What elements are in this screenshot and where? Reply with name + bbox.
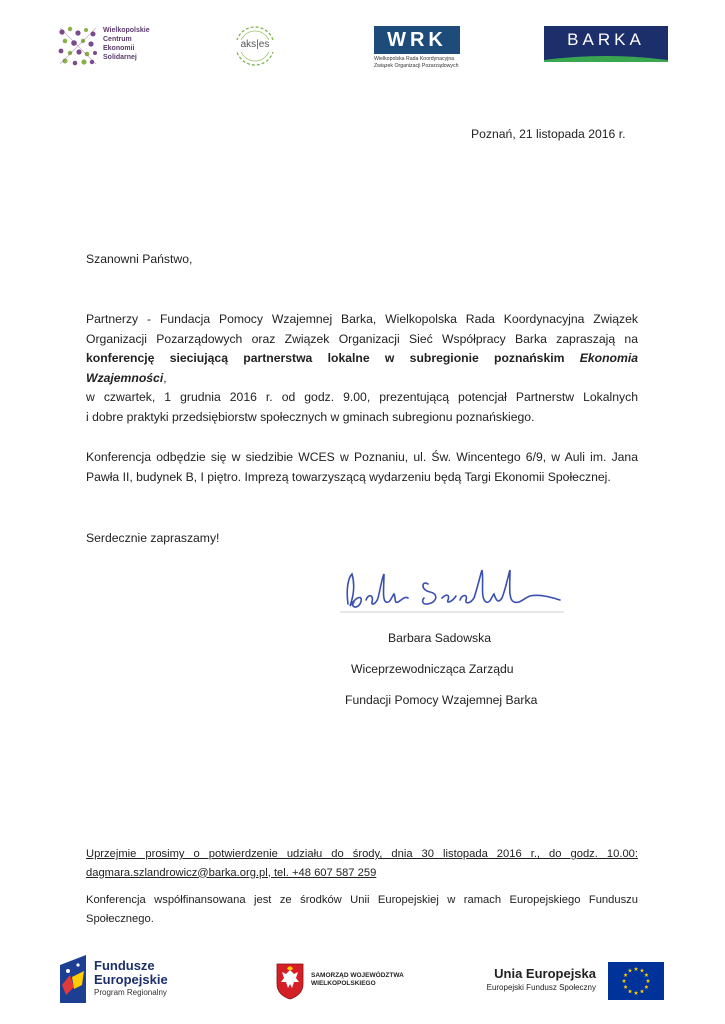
letter-salutation: Szanowni Państwo, — [86, 252, 193, 266]
samorzad-logo-line2: WIELKOPOLSKIEGO — [311, 980, 376, 987]
fe-logo-line1: Fundusze — [94, 958, 155, 973]
wrk-logo-line: Wielkopolska Rada Koordynacyjna — [374, 56, 455, 62]
ue-logo-line2: Europejski Fundusz Społeczny — [486, 983, 596, 992]
rsvp-note — [86, 845, 638, 882]
fundusze-europejskie-logo — [60, 955, 190, 1005]
wrk-logo — [374, 26, 464, 70]
conference-title-bold: konferencję sieciującą partnerstwa lokalne w subregionie poznańskim — [86, 351, 580, 365]
fe-stars-flag-icon — [60, 955, 88, 1003]
fe-logo-line3: Program Regionalny — [94, 988, 167, 997]
paragraph-venue — [86, 448, 638, 487]
paragraph-invitation — [86, 310, 638, 427]
handwritten-signature — [338, 560, 566, 616]
ue-logo-line1: Unia Europejska — [494, 966, 596, 981]
samorzad-logo — [275, 962, 415, 1002]
paragraph-line-conference — [86, 349, 638, 388]
wces-logo-line: Centrum — [103, 36, 132, 43]
wces-leaf-graphic — [56, 24, 100, 68]
cofunding-line: Konferencja współfinansowana jest ze środków Unii Europejskiej w ramach Europejskiego Funduszu — [86, 894, 638, 906]
rsvp-contact-link[interactable]: dagmara.szlandrowicz@barka.org.pl, tel. +48 607 587 259 — [86, 866, 377, 879]
wces-logo — [56, 24, 156, 68]
barka-logo — [544, 26, 668, 62]
paragraph-line: Organizacji Pozarządowych oraz Związek Organizacji Sieć Współpracy Barka zapraszają na — [86, 331, 638, 346]
unia-europejska-logo — [474, 962, 666, 1002]
eagle-coat-of-arms-icon — [275, 962, 305, 1000]
signature-graphic — [338, 560, 566, 616]
rsvp-line: Uprzejmie prosimy o potwierdzenie udziału do środy, dnia 30 listopada 2016 r., do godz. 10.00: — [86, 848, 638, 860]
paragraph-line: Konferencja odbędzie się w siedzibie WCES w Poznaniu, ul. Św. Wincentego 6/9, w Auli im. Jana — [86, 450, 638, 464]
akses-logo — [226, 24, 284, 68]
paragraph-line: Partnerzy - Fundacja Pomocy Wzajemnej Barka, Wielkopolska Rada Koordynacyjna Związek — [86, 312, 638, 326]
samorzad-logo-line1: SAMORZĄD WOJEWÓDZTWA — [311, 972, 404, 979]
signatory-organization: Fundacji Pomocy Wzajemnej Barka — [345, 693, 538, 707]
cofunding-line: Społecznego. — [86, 912, 154, 925]
paragraph-line: Pawła II, budynek B, I piętro. Imprezą towarzyszącą wydarzeniu będą Targi Ekonomii Społecznej. — [86, 469, 611, 484]
letter-date: Poznań, 21 listopada 2016 r. — [471, 127, 626, 141]
letter-closing: Serdecznie zapraszamy! — [86, 531, 220, 545]
wces-logo-line: Wielkopolskie — [103, 27, 150, 34]
signatory-name: Barbara Sadowska — [388, 631, 491, 645]
wrk-mark — [374, 26, 460, 54]
signatory-role: Wiceprzewodnicząca Zarządu — [351, 662, 514, 676]
fe-logo-line2: Europejskie — [94, 972, 168, 987]
barka-logo-label: BARKA — [567, 30, 645, 49]
cofunding-note — [86, 891, 638, 928]
barka-wave-graphic — [544, 54, 668, 62]
paragraph-line: w czwartek, 1 grudnia 2016 r. od godz. 9.00, prezentującą potencjał Partnerstw Lokalnych — [86, 390, 638, 404]
wces-logo-line: Solidarnej — [103, 54, 137, 61]
akses-logo-label: aks|es — [240, 39, 270, 50]
wces-logo-line: Ekonomii — [103, 45, 135, 52]
wrk-mark-text: WRK — [387, 29, 447, 51]
conference-title-comma: , — [163, 370, 167, 385]
conference-title-italic: Ekonomia Wzajemności — [86, 351, 638, 385]
wrk-logo-line: Związek Organizacji Pozarządowych — [374, 62, 459, 69]
paragraph-line: i dobre praktyki przedsiębiorstw społecznych w gminach subregionu poznańskiego. — [86, 409, 535, 424]
eu-flag-icon — [608, 962, 664, 1000]
